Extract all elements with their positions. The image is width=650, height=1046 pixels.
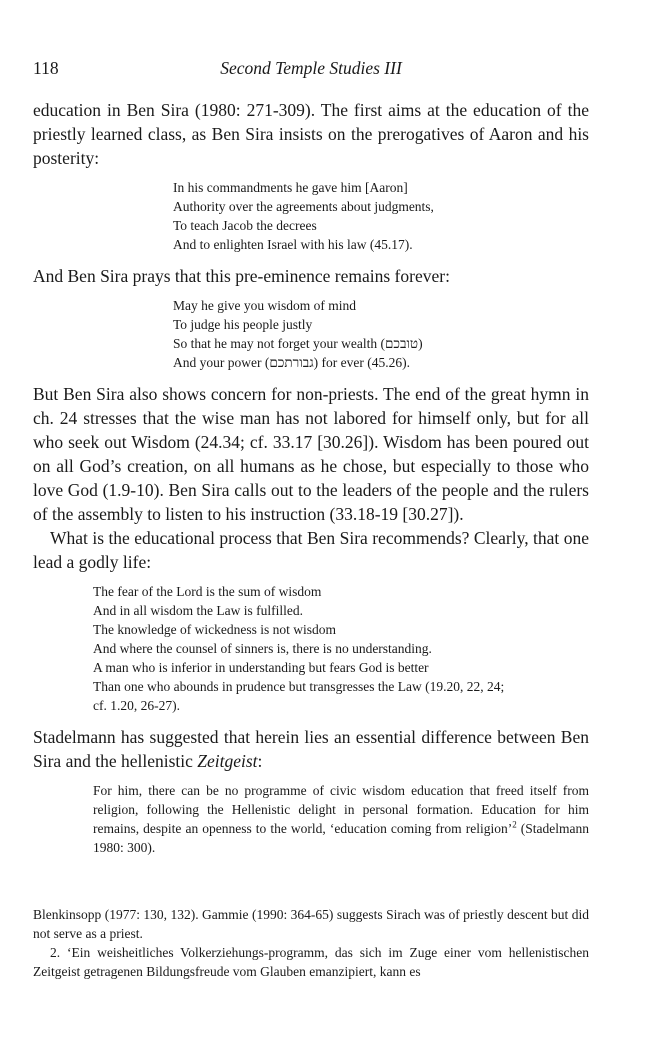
verse-line: And your power (גבורתכם) for ever (45.26). bbox=[173, 355, 411, 370]
paragraph-3: But Ben Sira also shows concern for non-priests. The end of the great hymn in ch. 24 stresses that the wise man has not labored for himself only, but for all who seek out Wisdom (24.34; cf. 33.17 [30.26]). Wisdom has been poured out on all God’s creation, on all humans as he chose, but especially to those who love God (1.9-10). Ben Sira calls out to the leaders of the people and the rulers of the assembly to listen to his instruction (33.18-19 [30.27]). bbox=[33, 384, 589, 524]
footnote-1: Blenkinsopp (1977: 130, 132). Gammie (1990: 364-65) suggests Sirach was of priestly descent but did not serve as a priest. bbox=[33, 907, 589, 941]
verse-line: A man who is inferior in understanding but fears God is better bbox=[93, 660, 429, 675]
verse-quote-1 bbox=[173, 178, 589, 254]
footnote-marker[interactable]: 2 bbox=[512, 819, 517, 830]
body-text bbox=[33, 98, 589, 857]
verse-line: And in all wisdom the Law is fulfilled. bbox=[93, 603, 303, 618]
verse-line: So that he may not forget your wealth (טובכם) bbox=[173, 336, 423, 351]
footnotes bbox=[33, 905, 589, 981]
verse-line: To judge his people justly bbox=[173, 317, 313, 332]
page-number: 118 bbox=[33, 58, 59, 78]
footnote-2: 2. ‘Ein weisheitliches Volkerziehungs-programm, das sich im Zuge einer vom hellenistischen Zeitgeist getragenen Bildungsfreude vom Glauben emanzipiert, kann es bbox=[33, 945, 589, 979]
verse-quote-3 bbox=[93, 582, 589, 715]
verse-line: The fear of the Lord is the sum of wisdom bbox=[93, 584, 322, 599]
verse-quote-2 bbox=[173, 296, 589, 372]
block-quote-text: For him, there can be no programme of civic wisdom education that freed itself from religion, following the Hellenistic delight in personal formation. Education for him remains, despite an openness to the world, ‘education coming from religion’ bbox=[93, 783, 589, 836]
verse-line: The knowledge of wickedness is not wisdom bbox=[93, 622, 336, 637]
verse-line: And where the counsel of sinners is, there is no understanding. bbox=[93, 641, 432, 656]
verse-line: Than one who abounds in prudence but transgresses the Law (19.20, 22, 24; bbox=[93, 679, 505, 694]
verse-line: Authority over the agreements about judgments, bbox=[173, 199, 434, 214]
running-title: Second Temple Studies III bbox=[220, 58, 402, 78]
paragraph-2: And Ben Sira prays that this pre-eminence remains forever: bbox=[33, 266, 450, 286]
paragraph-1: education in Ben Sira (1980: 271-309). The first aims at the education of the priestly learned class, as Ben Sira insists on the prerogatives of Aaron and his posterity: bbox=[33, 100, 589, 168]
block-quote-citation: (Stadelmann 1980: 300). bbox=[93, 821, 590, 855]
paragraph-5 bbox=[33, 725, 589, 773]
verse-line: In his commandments he gave him [Aaron] bbox=[173, 180, 408, 195]
verse-line: And to enlighten Israel with his law (45.17). bbox=[173, 237, 413, 252]
zeitgeist-term: Zeitgeist bbox=[197, 751, 258, 771]
verse-line: May he give you wisdom of mind bbox=[173, 298, 356, 313]
paragraph-5-end: : bbox=[257, 751, 263, 771]
page-header bbox=[33, 58, 589, 82]
verse-line: To teach Jacob the decrees bbox=[173, 218, 317, 233]
paragraph-4: What is the educational process that Ben Sira recommends? Clearly, that one lead a godly life: bbox=[33, 528, 589, 572]
block-quote bbox=[93, 781, 589, 857]
paragraph-5-text: Stadelmann has suggested that herein lies an essential difference between Ben Sira and the hellenistic bbox=[33, 727, 589, 771]
verse-line: cf. 1.20, 26-27). bbox=[93, 698, 180, 713]
